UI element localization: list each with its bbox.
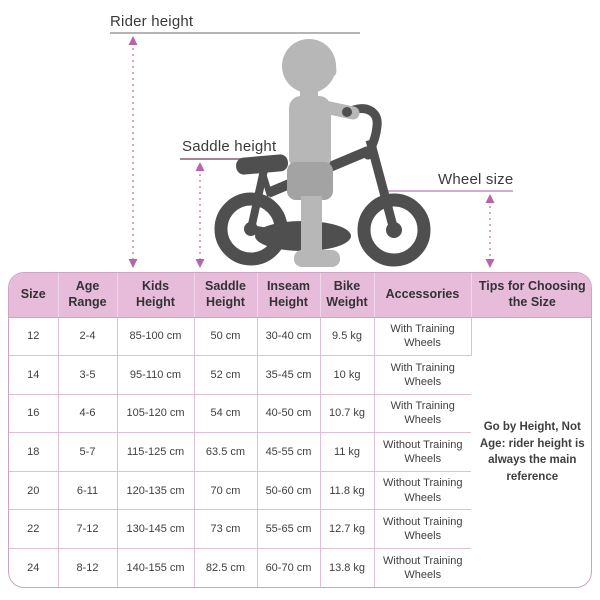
table-cell: 63.5 cm xyxy=(194,433,257,472)
table-cell: 13.8 kg xyxy=(320,549,374,588)
table-cell: 60-70 cm xyxy=(257,549,320,588)
table-cell: 70 cm xyxy=(194,471,257,510)
table-cell: 115-125 cm xyxy=(117,433,194,472)
leg xyxy=(301,196,322,256)
column-header: Kids Height xyxy=(117,273,194,317)
table-cell: 14 xyxy=(9,356,58,395)
table-row xyxy=(9,317,592,356)
table-cell: Without Training Wheels xyxy=(374,471,471,510)
shoe xyxy=(294,250,340,267)
saddle-height-arrow xyxy=(196,162,205,268)
table-cell: 40-50 cm xyxy=(257,394,320,433)
table-cell: 10 kg xyxy=(320,356,374,395)
rider-height-arrow xyxy=(129,36,138,268)
table-cell: 2-4 xyxy=(58,317,117,356)
table-cell: Without Training Wheels xyxy=(383,554,463,582)
table-header-row xyxy=(9,273,592,317)
table-cell: 95-110 cm xyxy=(117,356,194,395)
table-cell: 130-145 cm xyxy=(117,510,194,549)
table-cell: 20 xyxy=(9,471,58,510)
handlebar-grip xyxy=(342,107,352,117)
table-cell: 85-100 cm xyxy=(117,317,194,356)
tips-cell: Go by Height, Not Age: rider height is always the main reference xyxy=(479,420,585,483)
table-cell: Without Training Wheels xyxy=(374,433,471,472)
table-cell: 35-45 cm xyxy=(257,356,320,395)
table-cell: 140-155 cm xyxy=(117,549,194,588)
column-header: Bike Weight xyxy=(320,273,374,317)
saddle-height-label: Saddle height xyxy=(182,138,277,155)
table-cell: 4-6 xyxy=(58,394,117,433)
table-cell: 24 xyxy=(9,549,58,588)
table-cell: 6-11 xyxy=(58,471,117,510)
bike-size-diagram xyxy=(0,0,600,272)
column-header: Size xyxy=(9,273,58,317)
table-cell: 105-120 cm xyxy=(117,394,194,433)
table-cell: 54 cm xyxy=(194,394,257,433)
bike-child-illustration xyxy=(0,0,600,272)
table-cell: 3-5 xyxy=(58,356,117,395)
shorts xyxy=(287,162,333,200)
table-cell: 16 xyxy=(9,394,58,433)
table-cell: Without Training Wheels xyxy=(374,510,471,549)
table-cell: 18 xyxy=(9,433,58,472)
rider-height-label: Rider height xyxy=(110,13,194,30)
table-cell: 55-65 cm xyxy=(257,510,320,549)
table-cell: 52 cm xyxy=(194,356,257,395)
table-cell: 12 xyxy=(9,317,58,356)
table-cell: 73 cm xyxy=(194,510,257,549)
table-cell: 12.7 kg xyxy=(320,510,374,549)
table-cell: 22 xyxy=(9,510,58,549)
table-cell: 11 kg xyxy=(320,433,374,472)
table-cell: 10.7 kg xyxy=(320,394,374,433)
wheel-size-arrow xyxy=(486,194,495,268)
table-cell: With Training Wheels xyxy=(374,394,471,433)
size-table xyxy=(9,273,592,587)
table-cell: With Training Wheels xyxy=(374,317,471,356)
table-cell: With Training Wheels xyxy=(374,356,471,395)
size-table-body xyxy=(9,317,592,587)
table-cell: 50 cm xyxy=(194,317,257,356)
size-chart-table xyxy=(8,272,592,588)
table-cell: 9.5 kg xyxy=(320,317,374,356)
wheel-size-label: Wheel size xyxy=(438,171,514,188)
table-cell: 120-135 cm xyxy=(117,471,194,510)
table-cell: 5-7 xyxy=(58,433,117,472)
table-cell: 30-40 cm xyxy=(257,317,320,356)
table-cell: 50-60 cm xyxy=(257,471,320,510)
column-header: Tips for Choosing the Size xyxy=(471,273,592,317)
column-header: Saddle Height xyxy=(194,273,257,317)
table-cell: 8-12 xyxy=(58,549,117,588)
column-header: Accessories xyxy=(374,273,471,317)
column-header: Inseam Height xyxy=(257,273,320,317)
table-cell: 11.8 kg xyxy=(320,471,374,510)
table-cell: 45-55 cm xyxy=(257,433,320,472)
table-cell: 7-12 xyxy=(58,510,117,549)
table-cell: 82.5 cm xyxy=(194,549,257,588)
column-header: Age Range xyxy=(58,273,117,317)
